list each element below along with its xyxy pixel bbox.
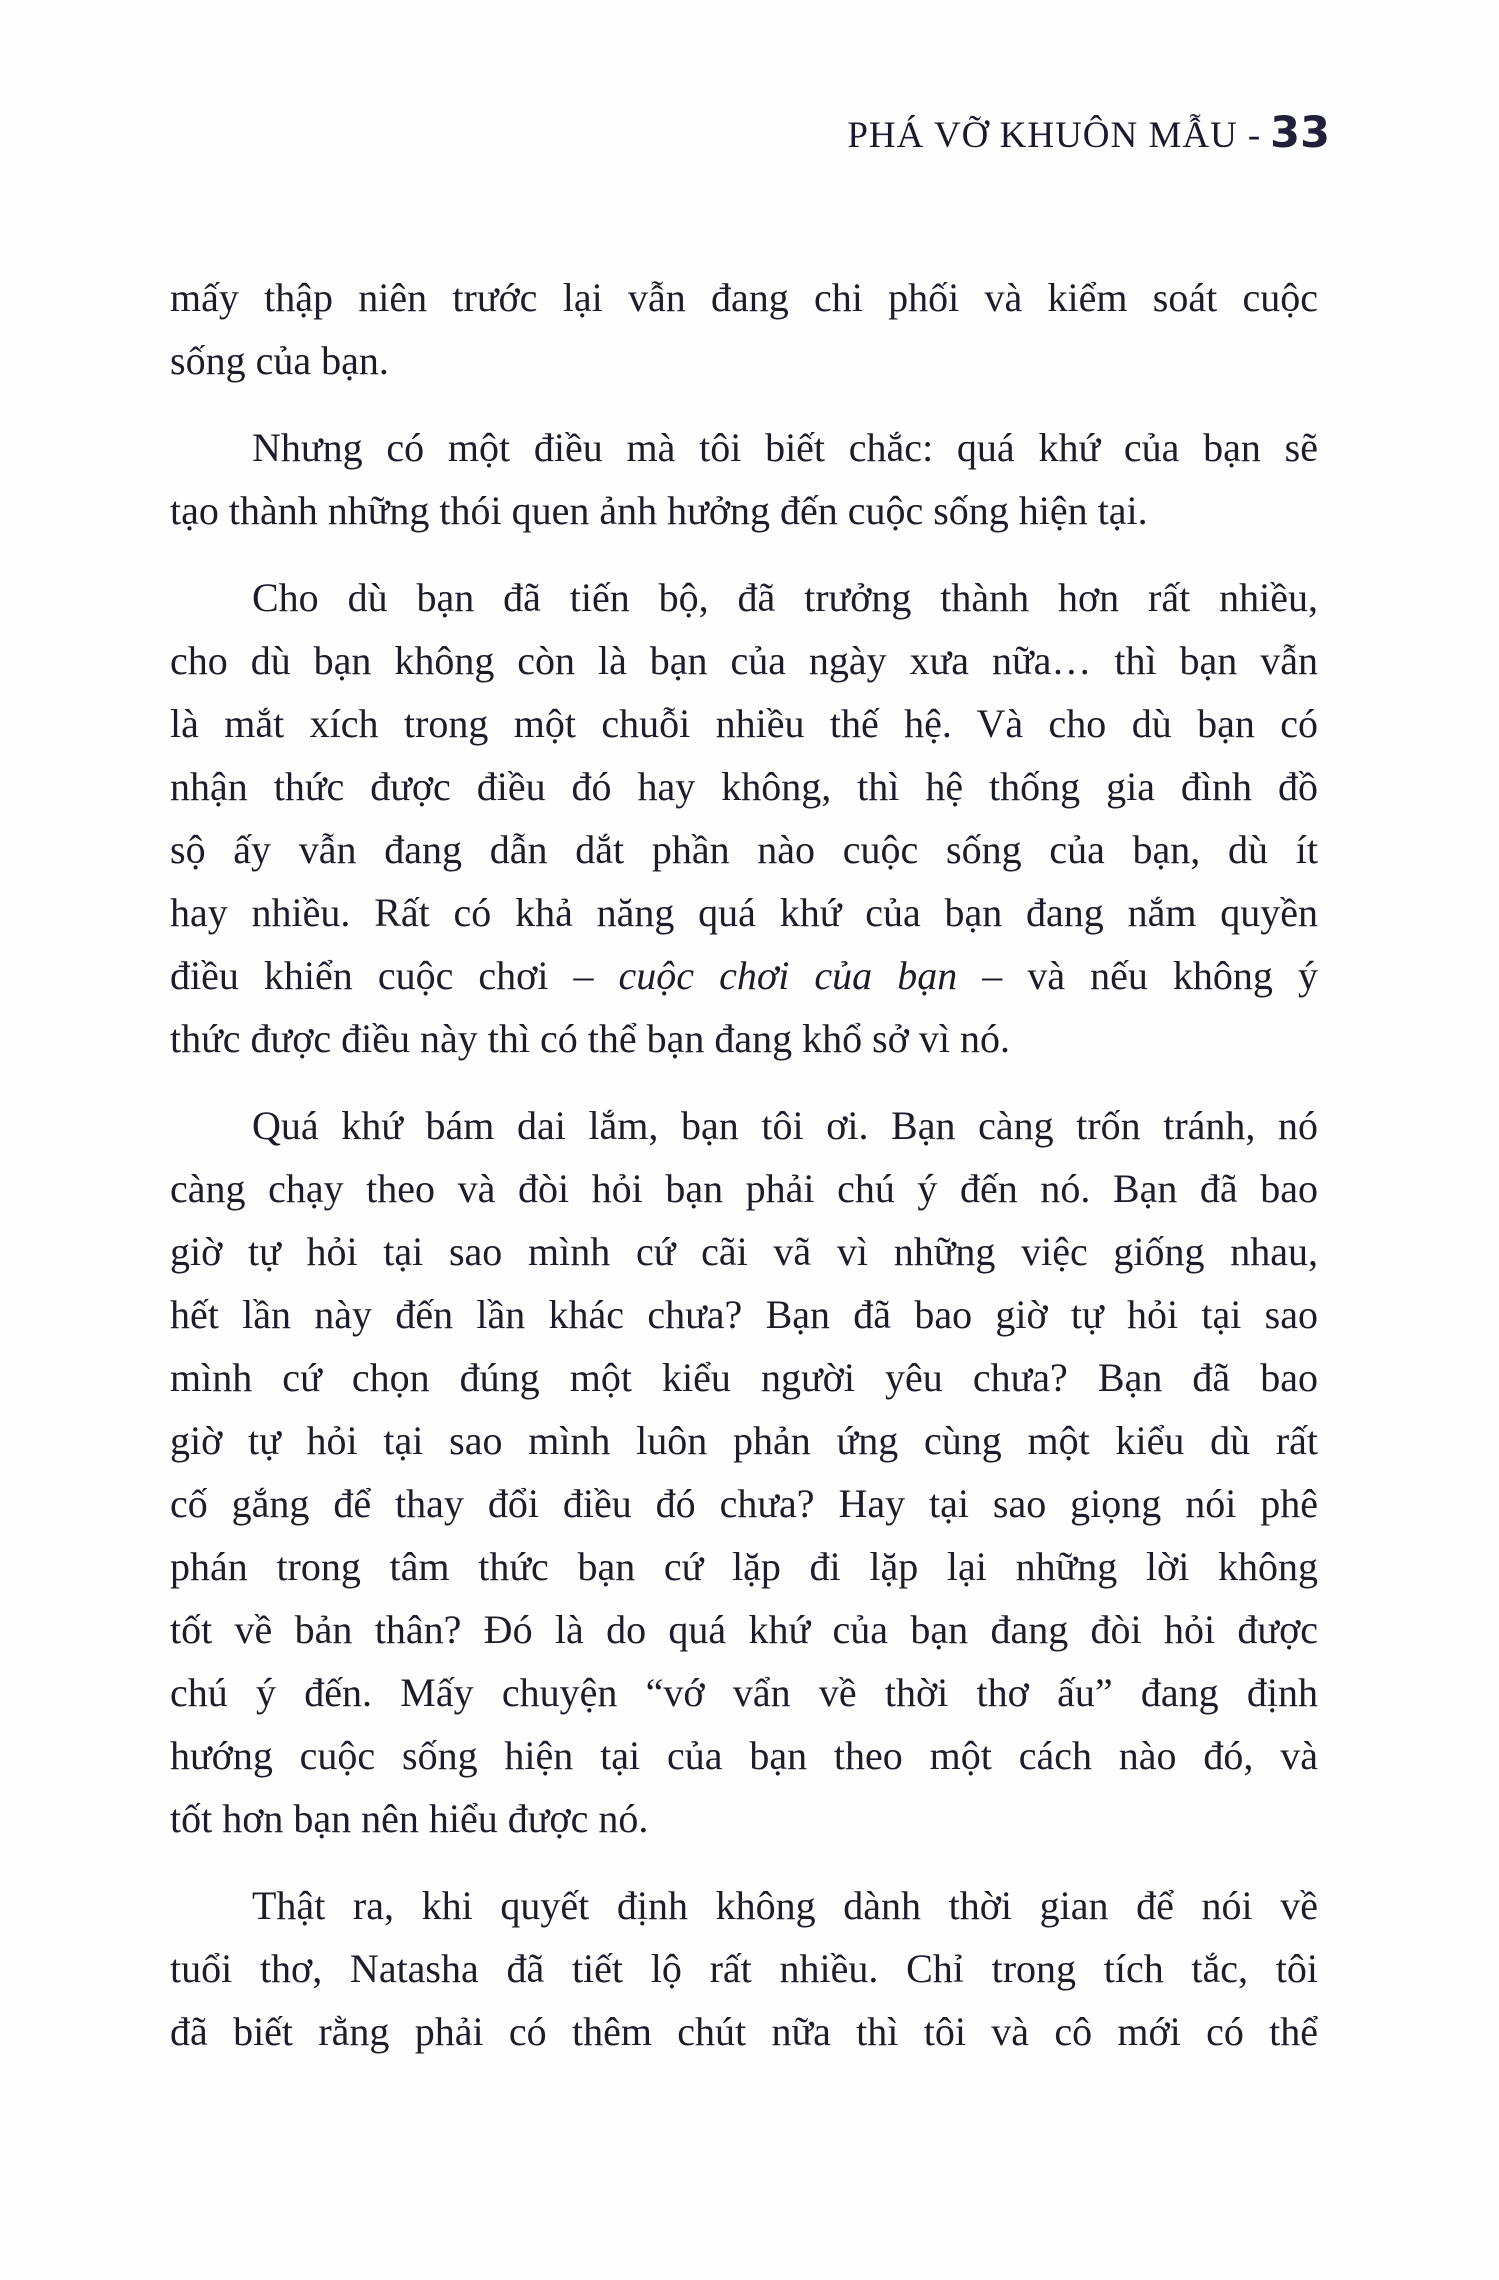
- text-segment: giờ tự hỏi tại sao mình cứ cãi vã vì những việc giống nhau,: [170, 1229, 1318, 1274]
- text-segment: phán trong tâm thức bạn cứ lặp đi lặp lại những lời không: [170, 1544, 1318, 1589]
- text-line: [170, 1283, 1318, 1346]
- text-segment: nhận thức được điều đó hay không, thì hệ thống gia đình đồ: [170, 764, 1318, 809]
- text-line: [170, 1724, 1318, 1787]
- paragraph: [170, 566, 1318, 1070]
- text-segment: cho dù bạn không còn là bạn của ngày xưa nữa… thì bạn vẫn: [170, 638, 1318, 683]
- paragraph: [170, 1094, 1318, 1850]
- text-line: [170, 629, 1318, 692]
- text-line: [170, 881, 1318, 944]
- text-segment: càng chạy theo và đòi hỏi bạn phải chú ý đến nó. Bạn đã bao: [170, 1166, 1318, 1211]
- text-line: [170, 1007, 1318, 1070]
- text-line: [170, 692, 1318, 755]
- text-line: [170, 566, 1318, 629]
- text-line: [170, 2000, 1318, 2063]
- text-line: [170, 1094, 1318, 1157]
- text-line: [170, 1472, 1318, 1535]
- text-line: [170, 1787, 1318, 1850]
- text-segment: sộ ấy vẫn đang dẫn dắt phần nào cuộc sống của bạn, dù ít: [170, 827, 1318, 872]
- text-line: [170, 266, 1318, 329]
- text-segment: mấy thập niên trước lại vẫn đang chi phối và kiểm soát cuộc: [170, 275, 1318, 320]
- book-title: PHÁ VỠ KHUÔN MẪU: [847, 115, 1238, 156]
- text-line: [170, 944, 1318, 1007]
- text-line: [170, 755, 1318, 818]
- text-segment: hết lần này đến lần khác chưa? Bạn đã bao giờ tự hỏi tại sao: [170, 1292, 1318, 1337]
- running-header: [847, 108, 1330, 158]
- text-line: [170, 1598, 1318, 1661]
- text-segment: là mắt xích trong một chuỗi nhiều thế hệ. Và cho dù bạn có: [170, 701, 1318, 746]
- text-segment: giờ tự hỏi tại sao mình luôn phản ứng cùng một kiểu dù rất: [170, 1418, 1318, 1463]
- text-line: [170, 1535, 1318, 1598]
- text-line: [170, 1661, 1318, 1724]
- text-segment: cố gắng để thay đổi điều đó chưa? Hay tại sao giọng nói phê: [170, 1481, 1318, 1526]
- text-line: [170, 1220, 1318, 1283]
- text-segment: thức được điều này thì có thể bạn đang khổ sở vì nó.: [170, 1016, 1010, 1061]
- text-line: [170, 1937, 1318, 2000]
- text-segment: hay nhiều. Rất có khả năng quá khứ của bạn đang nắm quyền: [170, 890, 1318, 935]
- text-segment: tạo thành những thói quen ảnh hưởng đến cuộc sống hiện tại.: [170, 488, 1148, 533]
- text-line: [170, 1409, 1318, 1472]
- text-segment: hướng cuộc sống hiện tại của bạn theo một cách nào đó, và: [170, 1733, 1318, 1778]
- page-body-text: [170, 266, 1318, 2063]
- text-line: [170, 1874, 1318, 1937]
- text-segment: tốt hơn bạn nên hiểu được nó.: [170, 1796, 649, 1841]
- page-number: 33: [1270, 108, 1330, 158]
- text-line: [170, 818, 1318, 881]
- text-segment: – và nếu không ý: [957, 953, 1318, 998]
- text-segment: đã biết rằng phải có thêm chút nữa thì tôi và cô mới có thể: [170, 2009, 1318, 2054]
- text-segment: Quá khứ bám dai lắm, bạn tôi ơi. Bạn càng trốn tránh, nó: [252, 1103, 1318, 1148]
- text-segment: tuổi thơ, Natasha đã tiết lộ rất nhiều. Chỉ trong tích tắc, tôi: [170, 1946, 1318, 1991]
- paragraph: [170, 416, 1318, 542]
- header-separator: -: [1247, 115, 1261, 156]
- text-line: [170, 1346, 1318, 1409]
- italic-text-segment: cuộc chơi của bạn: [618, 953, 958, 998]
- text-line: [170, 329, 1318, 392]
- paragraph: [170, 266, 1318, 392]
- text-segment: Thật ra, khi quyết định không dành thời gian để nói về: [252, 1883, 1318, 1928]
- text-line: [170, 1157, 1318, 1220]
- text-segment: tốt về bản thân? Đó là do quá khứ của bạn đang đòi hỏi được: [170, 1607, 1318, 1652]
- text-segment: điều khiển cuộc chơi –: [170, 953, 619, 998]
- text-segment: Cho dù bạn đã tiến bộ, đã trưởng thành hơn rất nhiều,: [252, 575, 1318, 620]
- text-segment: Nhưng có một điều mà tôi biết chắc: quá khứ của bạn sẽ: [252, 425, 1318, 470]
- text-line: [170, 416, 1318, 479]
- text-segment: sống của bạn.: [170, 338, 389, 383]
- text-line: [170, 479, 1318, 542]
- text-segment: mình cứ chọn đúng một kiểu người yêu chưa? Bạn đã bao: [170, 1355, 1318, 1400]
- paragraph: [170, 1874, 1318, 2063]
- text-segment: chú ý đến. Mấy chuyện “vớ vẩn về thời thơ ấu” đang định: [170, 1670, 1318, 1715]
